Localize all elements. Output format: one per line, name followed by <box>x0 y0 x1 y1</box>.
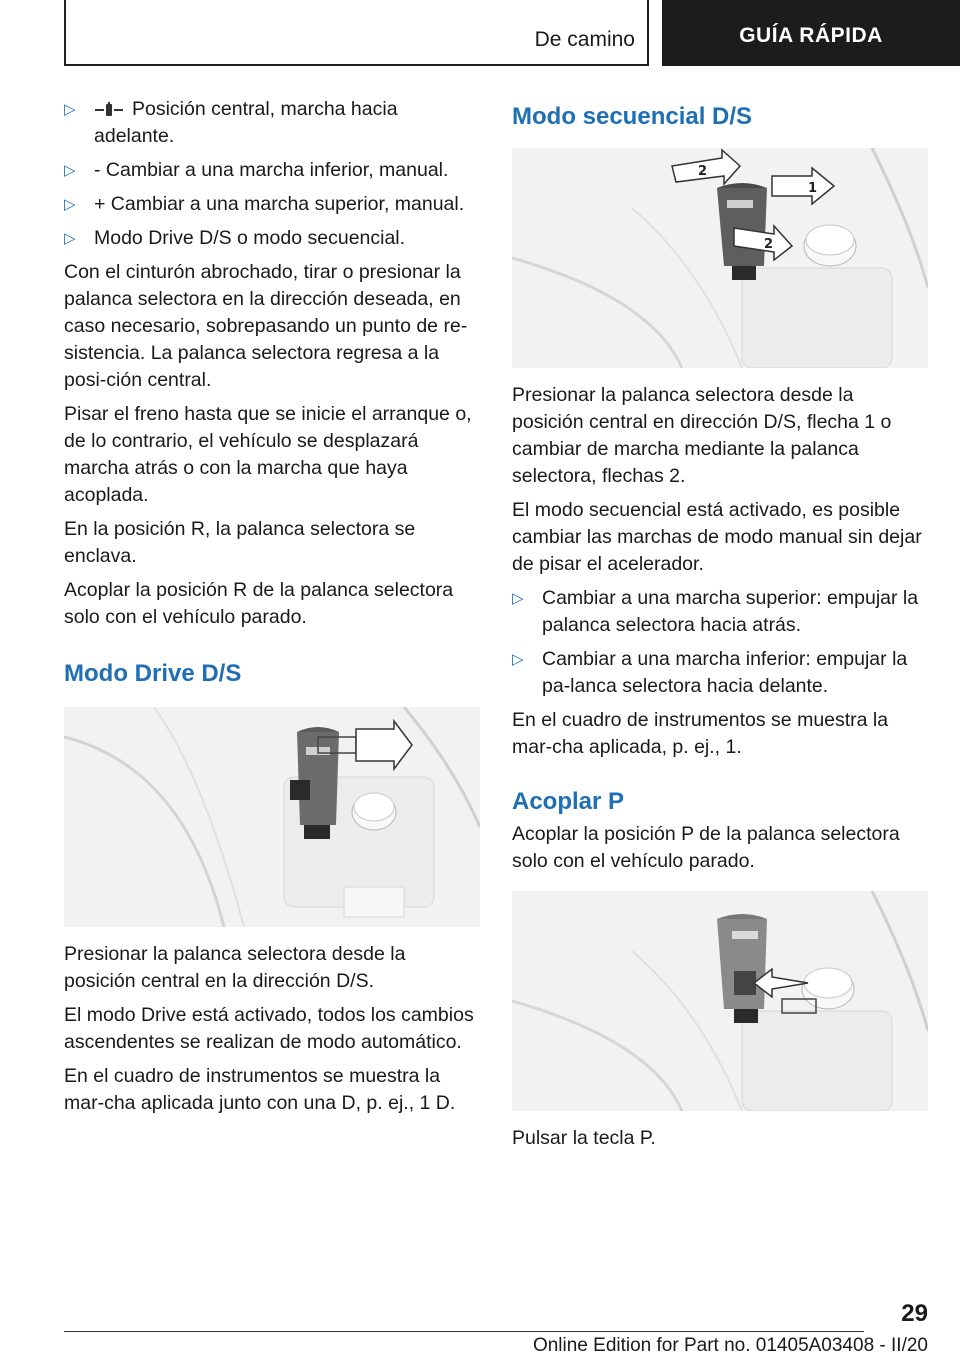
bullet-text: Posición central, marcha hacia adelante. <box>94 98 398 147</box>
bullet-text: - Cambiar a una marcha inferior, manual. <box>94 159 449 181</box>
page-number: 29 <box>901 1300 928 1327</box>
bullet-text: Cambiar a una marcha superior: empujar la palanca selectora hacia atrás. <box>542 587 919 636</box>
section-heading-park: Acoplar P <box>512 788 625 815</box>
paragraph: En el cuadro de instrumentos se muestra la mar-cha aplicada junto con una D, p. ej., 1 D. <box>64 1065 456 1114</box>
paragraph: El modo secuencial está activado, es posible cambiar las marchas de modo manual sin dejar de pisar el acelerador. <box>512 499 922 575</box>
header-tab-guide[interactable]: GUÍA RÁPIDA <box>662 0 960 66</box>
header-section-title: De camino <box>534 28 635 51</box>
header-left-rule <box>64 0 66 66</box>
selector-center-icon <box>94 102 124 118</box>
bullet-triangle-icon: ▷ <box>64 230 76 247</box>
footer-edition: Online Edition for Part no. 01405A03408 - II/20 <box>532 1335 928 1356</box>
paragraph: El modo Drive está activado, todos los cambios ascendentes se realizan de modo automático. <box>64 1004 474 1053</box>
arrow-label-2-bottom: 2 <box>764 237 774 252</box>
paragraph: Presionar la palanca selectora desde la posición central en la dirección D/S. <box>64 943 406 992</box>
paragraph: En el cuadro de instrumentos se muestra la mar-cha aplicada, p. ej., 1. <box>512 709 889 758</box>
section-heading-sequential: Modo secuencial D/S <box>512 103 753 130</box>
list-item <box>64 96 480 150</box>
paragraph: Acoplar la posición R de la palanca selectora solo con el vehículo parado. <box>64 579 454 628</box>
paragraph: Acoplar la posición P de la palanca selectora solo con el vehículo parado. <box>512 823 900 872</box>
paragraph: En la posición R, la palanca selectora se enclava. <box>64 518 416 567</box>
bullet-triangle-icon: ▷ <box>64 196 76 213</box>
illustration-sequential-mode <box>512 148 928 368</box>
bullet-text: Cambiar a una marcha inferior: empujar la pa-lanca selectora hacia delante. <box>542 648 908 697</box>
arrow-label-1: 1 <box>808 181 818 196</box>
right-column <box>512 96 928 1159</box>
bullet-text: + Cambiar a una marcha superior, manual. <box>94 193 465 215</box>
bullet-triangle-icon: ▷ <box>512 651 524 668</box>
header-divider <box>647 0 649 66</box>
section-heading-drive: Modo Drive D/S <box>64 660 242 687</box>
bullet-triangle-icon: ▷ <box>512 590 524 607</box>
list-item <box>64 157 480 184</box>
bullet-triangle-icon: ▷ <box>64 101 76 118</box>
arrow-label-2-top: 2 <box>698 164 708 179</box>
bullet-text: Modo Drive D/S o modo secuencial. <box>94 227 406 249</box>
list-item <box>512 646 928 700</box>
paragraph: Pisar el freno hasta que se inicie el arranque o, de lo contrario, el vehículo se desplazará marcha atrás o con la marcha que haya acoplada. <box>64 403 472 506</box>
header-bottom-rule <box>64 64 649 66</box>
bullet-triangle-icon: ▷ <box>64 162 76 179</box>
illustration-drive-mode <box>64 707 480 927</box>
left-column <box>64 96 480 1124</box>
list-item <box>64 191 480 218</box>
caption: Pulsar la tecla P. <box>512 1127 656 1149</box>
footer-rule <box>64 1331 864 1332</box>
illustration-park <box>512 891 928 1111</box>
list-item <box>512 585 928 639</box>
paragraph: Presionar la palanca selectora desde la posición central en dirección D/S, flecha 1 o cambiar de marcha mediante la palanca selectora, flechas 2. <box>512 384 892 487</box>
paragraph: Con el cinturón abrochado, tirar o presionar la palanca selectora en la dirección deseada, en caso necesario, sobrepasando un punto de re-sistencia. La palanca selectora regresa a la posi-ción central. <box>64 261 468 391</box>
list-item <box>64 225 480 252</box>
